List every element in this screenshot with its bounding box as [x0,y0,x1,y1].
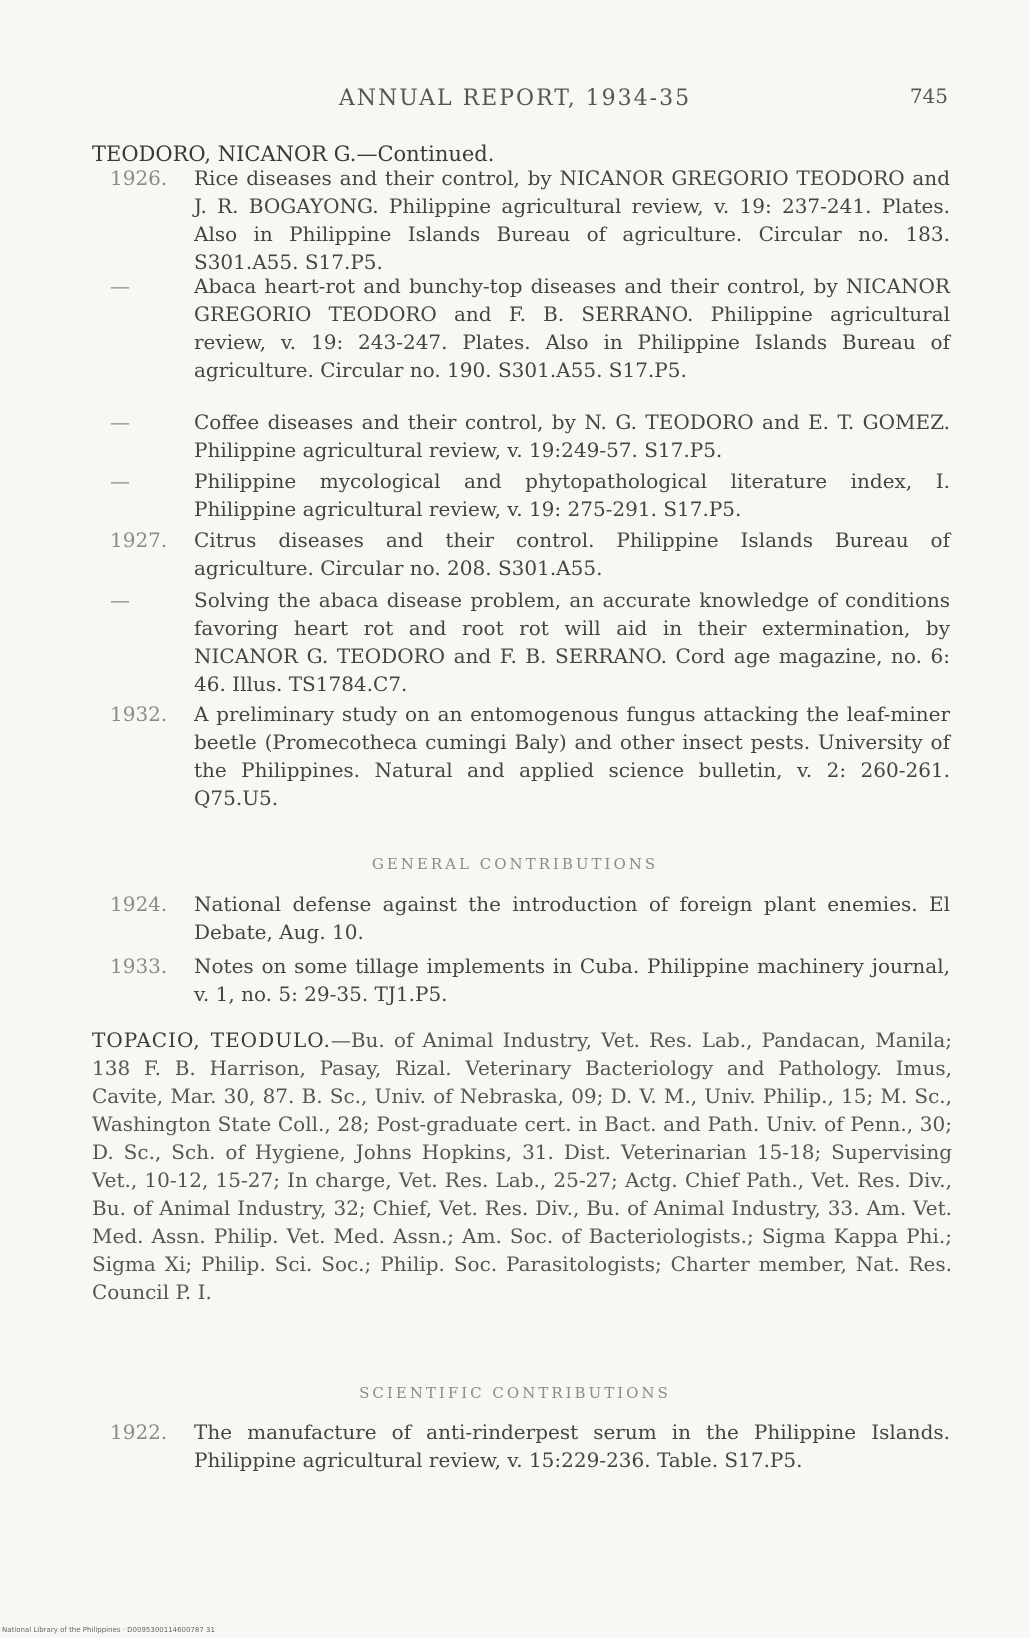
entry-year: — [110,410,130,434]
author-bio-text: —Bu. of Animal Industry, Vet. Res. Lab., Pandacan, Manila; 138 F. B. Harrison, Pasay, Rizal. Veterinary Bacteriology and Pathology. Imus, Cavite, Mar. 30, 87. B. Sc., Univ. of Nebraska, 09; D. V. M., Univ. Philip., 15; M. Sc., Washington State Coll., 28; Post-graduate cert. in Bact. and Path. Univ. of Penn., 30; D. Sc., Sch. of Hygiene, Johns Hopkins, 31. Dist. Veterinarian 15-18; Supervising Vet., 10-12, 15-27; In charge, Vet. Res. Lab., 25-27; Actg. Chief Path., Vet. Res. Div., Bu. of Animal Industry, 32; Chief, Vet. Res. Div., Bu. of Animal Industry, 33. Am. Vet. Med. Assn. Philip. Vet. Med. Assn.; Am. Soc. of Bacteriologists.; Sigma Kappa Phi.; Sigma Xi; Philip. Sci. Soc.; Philip. Soc. Parasitologists; Charter member, Nat. Res. Council P. I. [92,1028,952,1304]
bibliography-entry [110,952,950,1008]
entry-text: Notes on some tillage implements in Cuba. Philippine machinery journal, v. 1, no. 5: 29-35. TJ1.P5. [194,954,950,1006]
bibliography-entry [110,272,950,384]
entry-year: 1924. [110,892,168,916]
bibliography-entry [110,1418,950,1474]
section-heading-general: GENERAL CONTRIBUTIONS [371,855,659,873]
entry-year: 1933. [110,954,168,978]
author-heading-continued: TEODORO, NICANOR G.—Continued. [92,142,495,166]
entry-year: — [110,274,130,298]
entry-text: Coffee diseases and their control, by N. G. TEODORO and E. T. GOMEZ. Philippine agricultural review, v. 19:249-57. S17.P5. [194,410,950,462]
entry-year: — [110,588,130,612]
bibliography-entry [110,526,950,582]
section-heading-scientific: SCIENTIFIC CONTRIBUTIONS [359,1384,671,1402]
entry-text: A preliminary study on an entomogenous fungus attacking the leaf-miner beetle (Promecotheca cumingi Baly) and other insect pests. University of the Philippines. Natural and applied science bulletin, v. 2: 260-261. Q75.U5. [194,702,950,810]
entry-year: — [110,469,130,493]
entry-text: Abaca heart-rot and bunchy-top diseases and their control, by NICANOR GREGORIO TEODORO and F. B. SERRANO. Philippine agricultural review, v. 19: 243-247. Plates. Also in Philippine Islands Bureau of agriculture. Circular no. 190. S301.A55. S17.P5. [194,274,950,382]
entry-text: Rice diseases and their control, by NICANOR GREGORIO TEODORO and J. R. BOGAYONG. Philippine agricultural review, v. 19: 237-241. Plates. Also in Philippine Islands Bureau of agriculture. Circular no. 183. S301.A55. S17.P5. [194,166,950,274]
author-biography [92,1026,952,1306]
running-header-title: ANNUAL REPORT, 1934-35 [338,86,692,111]
bibliography-entry [110,164,950,276]
entry-year: 1922. [110,1420,168,1444]
entry-text: Solving the abaca disease problem, an accurate knowledge of conditions favoring heart rot and root rot will aid in their extermination, by NICANOR G. TEODORO and F. B. SERRANO. Cord age magazine, no. 6: 46. Illus. TS1784.C7. [194,588,950,696]
bibliography-entry [110,467,950,523]
entry-year: 1927. [110,528,168,552]
author-name: TOPACIO, TEODULO. [92,1028,331,1052]
entry-text: The manufacture of anti-rinderpest serum in the Philippine Islands. Philippine agricultural review, v. 15:229-236. Table. S17.P5. [194,1420,950,1472]
page-number: 745 [909,84,948,108]
bibliography-entry [110,586,950,698]
bibliography-entry [110,890,950,946]
bibliography-entry [110,408,950,464]
entry-text: National defense against the introduction of foreign plant enemies. El Debate, Aug. 10. [194,892,950,944]
entry-year: 1926. [110,166,168,190]
entry-text: Citrus diseases and their control. Philippine Islands Bureau of agriculture. Circular no. 208. S301.A55. [194,528,950,580]
bibliography-entry [110,700,950,812]
entry-year: 1932. [110,702,168,726]
entry-text: Philippine mycological and phytopathological literature index, I. Philippine agricultural review, v. 19: 275-291. S17.P5. [194,469,950,521]
scan-footer: National Library of the Philippines · D0095300114600787 31 [2,1626,215,1634]
